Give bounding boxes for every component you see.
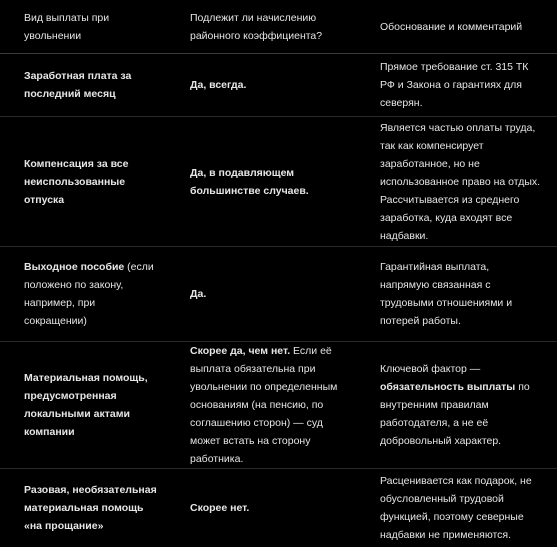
table-header-row	[0, 0, 557, 54]
payment-type-cell	[0, 247, 167, 342]
header-coefficient: Подлежит ли начислению районного коэффициента?	[167, 0, 356, 54]
comment-cell	[356, 342, 557, 469]
payment-type-note: (если положено по закону, например, при сокращении)	[24, 261, 154, 327]
header-payment-type: Вид выплаты при увольнении	[0, 0, 167, 54]
payment-type-text: Выходное пособие	[24, 261, 124, 273]
answer-rest: Если её выплата обязательна при увольнении по определенным основаниям (на пенсию, по соглашению сторон) — суд может встать на сторону работника.	[190, 345, 337, 465]
comment-cell: Расценивается как подарок, не обусловленный трудовой функцией, поэтому северные надбавки не применяются.	[356, 469, 557, 547]
comment-post: по внутренним правилам работодателя, а не её добровольный характер.	[380, 381, 530, 447]
comment-bold: обязательность выплаты	[380, 381, 515, 393]
answer-bold: Скорее нет.	[190, 502, 249, 514]
answer-bold: Да.	[190, 288, 206, 300]
comment-cell: Гарантийная выплата, напрямую связанная с трудовыми отношениями и потерей работы.	[356, 247, 557, 342]
header-comment: Обоснование и комментарий	[356, 0, 557, 54]
answer-cell	[167, 469, 356, 547]
answer-bold: Да, всегда.	[190, 79, 246, 91]
table-row	[0, 54, 557, 117]
table-row	[0, 342, 557, 469]
payment-type-text: Компенсация за все неиспользованные отпуска	[24, 158, 128, 206]
payment-type-cell	[0, 54, 167, 117]
payment-type-text: Заработная плата за последний месяц	[24, 70, 131, 100]
answer-bold: Скорее да, чем нет.	[190, 345, 290, 357]
comment-cell: Является частью оплаты труда, так как компенсирует заработанное, но не использованное право на отдых. Рассчитывается из среднего заработка, куда входят все надбавки.	[356, 117, 557, 247]
answer-cell	[167, 117, 356, 247]
comment-cell: Прямое требование ст. 315 ТК РФ и Закона о гарантиях для северян.	[356, 54, 557, 117]
payment-type-text: Разовая, необязательная материальная помощь «на прощание»	[24, 484, 157, 532]
answer-cell	[167, 54, 356, 117]
answer-cell	[167, 247, 356, 342]
table-row	[0, 247, 557, 342]
payment-type-cell	[0, 469, 167, 547]
answer-bold: Да, в подавляющем большинстве случаев.	[190, 167, 309, 197]
payment-type-cell	[0, 117, 167, 247]
payment-type-cell	[0, 342, 167, 469]
comment-pre: Ключевой фактор —	[380, 363, 480, 375]
payment-type-text: Материальная помощь, предусмотренная локальными актами компании	[24, 372, 148, 438]
table-row	[0, 117, 557, 247]
table-row	[0, 469, 557, 547]
answer-cell	[167, 342, 356, 469]
